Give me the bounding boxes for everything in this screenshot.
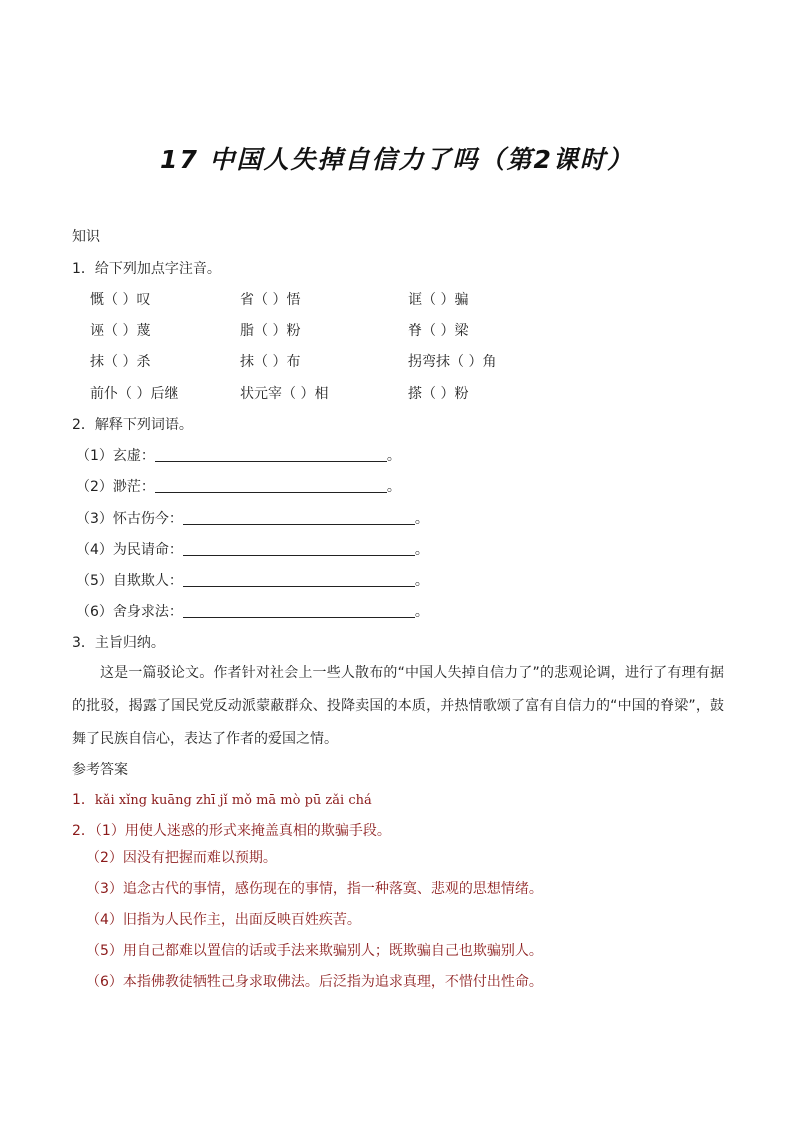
definition-label: （5）自欺欺人： <box>76 573 183 589</box>
definition-item: （1）玄虚： 。 <box>76 448 401 464</box>
answer-1-pinyin: kǎi xǐng kuāng zhī jǐ mǒ mā mò pū zǎi chá <box>94 793 372 808</box>
summary-paragraph: 这是一篇驳论文。作者针对社会上一些人散布的“中国人失掉自信力了”的悲观论调，进行了有理有据的批驳，揭露了国民党反动派蒙蔽群众、投降卖国的本质，并热情歌颂了富有自信力的“中国的脊梁”，鼓舞了民族自信心，表达了作者的爱国之情。 <box>72 665 724 747</box>
pinyin-item: 慨（ ）叹 <box>90 292 151 308</box>
pinyin-item: 前仆（ ）后继 <box>90 386 179 402</box>
pinyin-item: 拐弯抹（ ）角 <box>408 354 497 370</box>
pinyin-item: 脊（ ）梁 <box>408 323 469 339</box>
answer-2-item: （6）本指佛教徒牺牲己身求取佛法。后泛指为追求真理，不惜付出性命。 <box>86 974 543 990</box>
answers-heading: 参考答案 <box>72 762 128 778</box>
answer-blank[interactable] <box>183 603 415 618</box>
pinyin-item: 状元宰（ ）相 <box>240 386 329 402</box>
answer-2-item: （2）因没有把握而难以预期。 <box>86 850 277 866</box>
answer-blank[interactable] <box>155 478 387 493</box>
answer-2-first: 2．（1）用使人迷惑的形式来掩盖真相的欺骗手段。 <box>72 823 391 839</box>
page-title: 17 中国人失掉自信力了吗（第2课时） <box>160 145 634 174</box>
definition-label: （6）舍身求法： <box>76 604 183 620</box>
definition-item: （6）舍身求法： 。 <box>76 604 429 620</box>
pinyin-item: 诓（ ）骗 <box>408 292 469 308</box>
pinyin-item: 抹（ ）布 <box>240 354 301 370</box>
answer-blank[interactable] <box>183 541 415 556</box>
definition-label: （2）渺茫： <box>76 479 155 495</box>
answer-2-item: （4）旧指为人民作主，出面反映百姓疾苦。 <box>86 912 361 928</box>
answer-1: 1．kǎi xǐng kuāng zhī jǐ mǒ mā mò pū zǎi chá <box>72 792 372 808</box>
section-label-knowledge: 知识 <box>72 229 100 245</box>
definition-item: （5）自欺欺人： 。 <box>76 573 429 589</box>
pinyin-item: 省（ ）悟 <box>240 292 301 308</box>
pinyin-row <box>90 320 610 340</box>
answer-2-item: （1）用使人迷惑的形式来掩盖真相的欺骗手段。 <box>94 823 391 839</box>
pinyin-item: 脂（ ）粉 <box>240 323 301 339</box>
question-2-heading: 2．解释下列词语。 <box>72 417 193 433</box>
answer-blank[interactable] <box>183 572 415 587</box>
question-1-heading: 1．给下列加点字注音。 <box>72 261 221 277</box>
answer-2-item: （5）用自己都难以置信的话或手法来欺骗别人；既欺骗自己也欺骗别人。 <box>86 943 543 959</box>
definition-item: （2）渺茫： 。 <box>76 479 401 495</box>
definition-label: （1）玄虚： <box>76 448 155 464</box>
answer-2-item: （3）追念古代的事情，感伤现在的事情，指一种落寞、悲观的思想情绪。 <box>86 881 543 897</box>
definition-label: （3）怀古伤今： <box>76 511 183 527</box>
question-3-heading: 3．主旨归纳。 <box>72 635 165 651</box>
definition-item: （3）怀古伤今： 。 <box>76 511 429 527</box>
definition-item: （4）为民请命： 。 <box>76 542 429 558</box>
pinyin-row <box>90 351 610 371</box>
pinyin-item: 搽（ ）粉 <box>408 386 469 402</box>
pinyin-item: 抹（ ）杀 <box>90 354 151 370</box>
definition-label: （4）为民请命： <box>76 542 183 558</box>
pinyin-item: 诬（ ）蔑 <box>90 323 151 339</box>
pinyin-row <box>90 289 610 309</box>
answer-blank[interactable] <box>155 447 387 462</box>
answer-blank[interactable] <box>183 510 415 525</box>
pinyin-row <box>90 383 610 403</box>
